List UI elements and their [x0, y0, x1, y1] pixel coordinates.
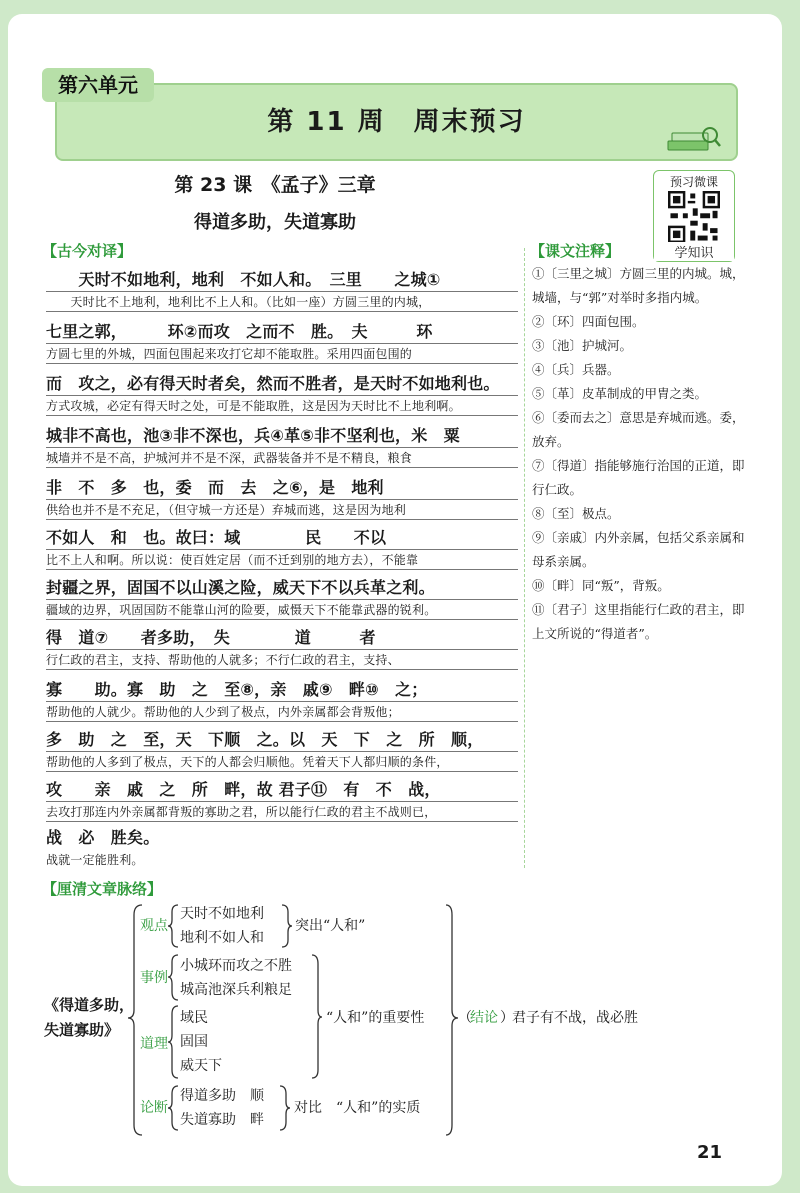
reason-label: 道理 [140, 1036, 168, 1052]
original-line: 攻 亲 戚 之 所 畔，故 君子⑪ 有 不 战， [46, 778, 518, 802]
lesson-title: 第 23 课 《孟子》三章 [174, 174, 376, 196]
section-translation-label: 【古今对译】 [42, 242, 133, 260]
qr-caption-top: 预习微课 [669, 175, 718, 189]
translation-line: 战就一定能胜利。 [46, 853, 144, 867]
judgment-item: 得道多助 顺 [180, 1088, 264, 1104]
note-item: ②〔环〕四面包围。 [532, 314, 645, 329]
viewpoint-item: 地利不如人和 [180, 930, 264, 946]
viewpoint-item: 天时不如地利 [180, 906, 264, 922]
note-item: ④〔兵〕兵器。 [532, 362, 620, 377]
reason-item: 固国 [180, 1034, 208, 1050]
section-notes-label: 【课文注释】 [530, 242, 621, 260]
original-line: 而 攻之，必有得天时者矣，然而不胜者，是天时不如地利也。 [46, 372, 518, 396]
original-line: 寡 助。寡 助 之 至⑧，亲 戚⑨ 畔⑩ 之； [46, 678, 518, 702]
note-item: ⑦〔得道〕指能够施行治国的正道，即行仁政。 [532, 458, 745, 497]
translation-line: 行仁政的君主，支持、帮助他的人就多；不行仁政的君主，支持、 [46, 650, 518, 670]
conclusion-label: 结论 [470, 1010, 498, 1026]
original-line: 天时不如地利，地利 不如人和。 三里 之城① [46, 268, 518, 292]
note-item: ⑧〔至〕极点。 [532, 506, 620, 521]
note-item: ⑩〔畔〕同“叛”，背叛。 [532, 578, 670, 593]
translation-line: 疆域的边界，巩固国防不能靠山河的险要，威慑天下不能靠武器的锐利。 [46, 600, 518, 620]
text-title: 得道多助，失道寡助 [194, 212, 356, 233]
original-line: 多 助 之 至，天 下顺 之。以 天 下 之 所 顺， [46, 728, 518, 752]
conclusion-text: 君子有不战，战必胜 [512, 1010, 638, 1026]
note-item: ⑨〔亲戚〕内外亲属，包括父系亲属和母系亲属。 [532, 530, 745, 569]
translation-line: 比不上人和啊。所以说：使百姓定居（而不迁到别的地方去），不能靠 [46, 550, 518, 570]
unit-tag: 第六单元 [42, 68, 154, 102]
original-line: 非 不 多 也，委 而 去 之⑥，是 地利 [46, 476, 518, 500]
original-line: 城非不高也，池③非不深也，兵④革⑤非不坚利也，米 粟 [46, 424, 518, 448]
original-line: 封疆之界，固国不以山溪之险，威天下不以兵革之利。 [46, 576, 518, 600]
translation-line: 帮助他的人多到了极点，天下的人都会归顺他。凭着天下人都归顺的条件， [46, 752, 518, 772]
translation-line: 天时比不上地利，地利比不上人和。（比如一座）方圆三里的内城， [46, 292, 518, 312]
note-item: ⑤〔革〕皮革制成的甲胄之类。 [532, 386, 708, 401]
importance-text: “人和”的重要性 [326, 1010, 425, 1026]
original-line: 七里之郭， 环②而攻 之而不 胜。 夫 环 [46, 320, 518, 344]
translation-line: 城墙并不是不高，护城河并不是不深，武器装备并不是不精良，粮食 [46, 448, 518, 468]
note-item: ③〔池〕护城河。 [532, 338, 633, 353]
original-line: 不如人 和 也。故曰：域 民 不以 [46, 526, 518, 550]
note-item: ⑪〔君子〕这里指能行仁政的君主，即上文所说的“得道者”。 [532, 602, 745, 641]
example-item: 城高池深兵利粮足 [180, 982, 292, 998]
translation-line: 方圆七里的外城，四面包围起来攻打它却不能取胜。采用四面包围的 [46, 344, 518, 364]
example-item: 小城环而攻之不胜 [180, 958, 292, 974]
translation-line: 方式攻城，必定有得天时之处，可是不能取胜，这是因为天时比不上地利啊。 [46, 396, 518, 416]
translation-line: 帮助他的人就少。帮助他的人少到了极点，内外亲属都会背叛他； [46, 702, 518, 722]
translation-line: 供给也并不是不充足，（但守城一方还是）弃城而逃，这是因为地利 [46, 500, 518, 520]
conclusion-open: （ [458, 1010, 472, 1026]
example-label: 事例 [140, 970, 168, 986]
note-item: ⑥〔委而去之〕意思是弃城而逃。委，放弃。 [532, 410, 745, 449]
root-title-line1: 《得道多助， [44, 996, 135, 1014]
judgment-item: 失道寡助 畔 [180, 1112, 264, 1128]
page-number: 21 [696, 1142, 722, 1163]
original-line: 战 必 胜矣。 [46, 828, 160, 847]
original-line: 得 道⑦ 者多助， 失 道 者 [46, 626, 518, 650]
qr-caption-bottom: 学知识 [654, 242, 734, 261]
reason-item: 域民 [180, 1010, 208, 1026]
reason-item: 威天下 [180, 1058, 222, 1074]
viewpoint-label: 观点 [140, 918, 168, 934]
judgment-label: 论断 [140, 1100, 168, 1116]
judgment-result: 对比 “人和”的实质 [294, 1100, 421, 1116]
viewpoint-result: 突出“人和” [295, 918, 366, 934]
translation-line: 去攻打那连内外亲属都背叛的寡助之君，所以能行仁政的君主不战则已， [46, 802, 518, 822]
week-title: 第 11 周 周末预习 [267, 107, 526, 137]
conclusion-close: ） [500, 1010, 514, 1026]
section-structure-label: 【厘清文章脉络】 [42, 880, 163, 898]
root-title-line2: 失道寡助》 [44, 1021, 120, 1039]
note-item: ①〔三里之城〕方圆三里的内城。城，城墙，与“郭”对举时多指内城。 [532, 266, 745, 305]
